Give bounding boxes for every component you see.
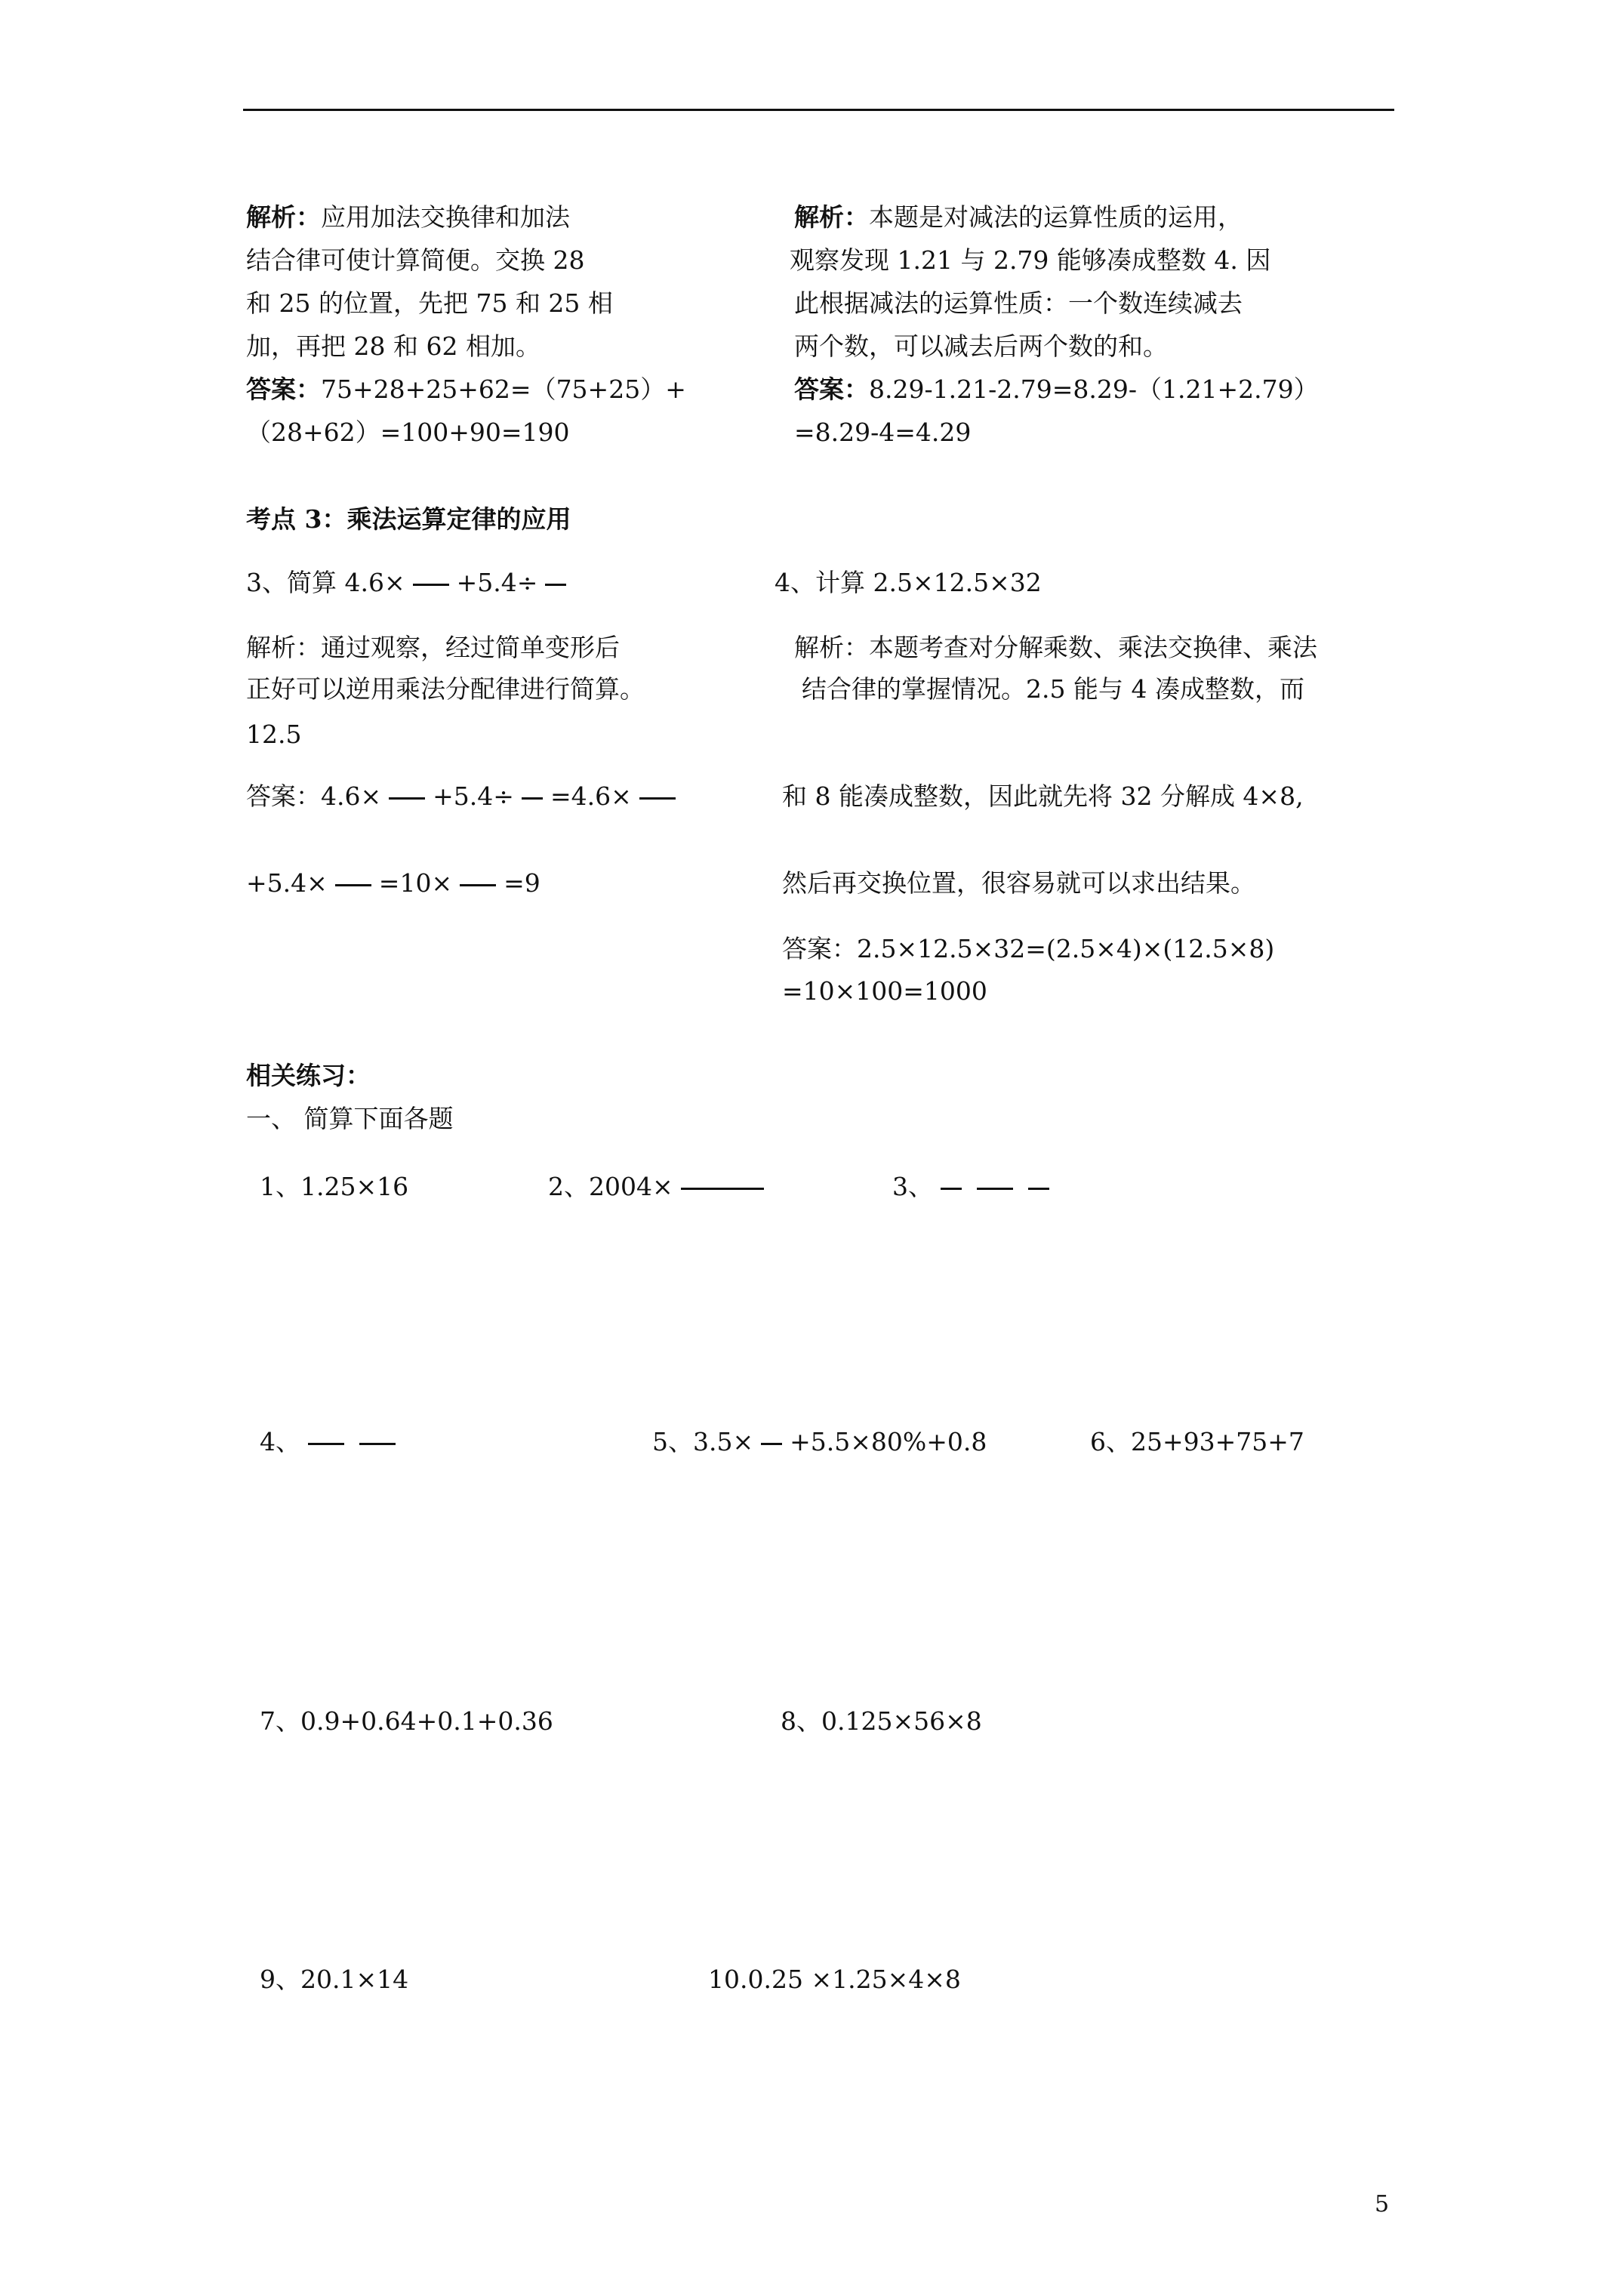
left-jiexi-line-4: 加，再把 28 和 62 相加。 xyxy=(246,331,540,361)
answer-label: 答案： xyxy=(794,374,869,404)
problem-3-text: 3、 xyxy=(892,1172,933,1201)
problem-1: 1、1.25×16 xyxy=(260,1172,409,1201)
q3-answer-part-e: =10× xyxy=(378,868,453,898)
q3-answer-part-d: +5.4× xyxy=(246,868,328,898)
right-jiexi-line-3: 此根据减法的运算性质：一个数连续减去 xyxy=(794,288,1243,318)
q4-jiexi-line-1: 解析：本题考查对分解乘数、乘法交换律、乘法 xyxy=(794,633,1317,662)
q3-jiexi-line-2: 正好可以逆用乘法分配律进行简算。 xyxy=(246,674,645,704)
problem-5 xyxy=(652,1427,987,1457)
q3-answer-line-2 xyxy=(246,868,540,898)
problem-2-text: 2、2004× xyxy=(548,1172,673,1201)
q3-part-b: +5.4÷ xyxy=(456,568,538,597)
practice-section: 一、 简算下面各题 xyxy=(246,1104,454,1133)
right-jiexi-line-4: 两个数，可以减去后两个数的和。 xyxy=(794,331,1168,361)
fraction-bar xyxy=(389,797,425,800)
problem-8: 8、0.125×56×8 xyxy=(781,1706,982,1736)
left-answer-text: 75+28+25+62=（75+25）+ xyxy=(321,374,686,404)
page-number: 5 xyxy=(1375,2191,1390,2217)
fraction-bar xyxy=(522,797,543,800)
q4-more-line-1: 和 8 能凑成整数，因此就先将 32 分解成 4×8, xyxy=(782,781,1304,811)
problem-3 xyxy=(892,1172,1057,1202)
q4-more-line-2: 然后再交换位置，很容易就可以求出结果。 xyxy=(782,868,1255,898)
jiexi-label: 解析： xyxy=(246,202,321,232)
problem-10: 10.0.25 ×1.25×4×8 xyxy=(708,1965,961,1994)
q3-answer-part-a: 答案：4.6× xyxy=(246,781,382,811)
fraction-bar xyxy=(335,884,371,886)
fraction-bar xyxy=(308,1443,344,1445)
fraction-bar xyxy=(545,584,566,586)
problem-7: 7、0.9+0.64+0.1+0.36 xyxy=(260,1706,553,1736)
left-jiexi-text: 应用加法交换律和加法 xyxy=(321,202,570,232)
question-4: 4、计算 2.5×12.5×32 xyxy=(775,568,1042,597)
practice-title: 相关练习： xyxy=(246,1061,371,1090)
q4-jiexi-line-2: 结合律的掌握情况。2.5 能与 4 凑成整数，而 xyxy=(802,674,1304,704)
right-jiexi-text: 本题是对减法的运算性质的运用， xyxy=(869,202,1243,232)
left-answer-line-1 xyxy=(246,374,686,405)
right-jiexi-line-2: 观察发现 1.21 与 2.79 能够凑成整数 4. 因 xyxy=(790,245,1271,275)
problem-6: 6、25+93+75+7 xyxy=(1090,1427,1304,1456)
fraction-bar xyxy=(681,1188,764,1190)
problem-4-text: 4、 xyxy=(260,1427,300,1456)
left-jiexi-line-3: 和 25 的位置，先把 75 和 25 相 xyxy=(246,288,613,318)
right-jiexi-line-1 xyxy=(794,202,1243,233)
left-answer-line-2: （28+62）=100+90=190 xyxy=(246,418,570,447)
problem-9: 9、20.1×14 xyxy=(260,1965,409,1994)
kaodian-heading: 考点 3：乘法运算定律的应用 xyxy=(246,504,571,534)
jiexi-label: 解析： xyxy=(794,202,869,232)
problem-2 xyxy=(548,1172,771,1202)
q3-answer-part-f: =9 xyxy=(504,868,540,898)
left-jiexi-line-1 xyxy=(246,202,570,233)
left-jiexi-line-2: 结合律可使计算简便。交换 28 xyxy=(246,245,585,275)
question-3 xyxy=(246,568,574,598)
fraction-bar xyxy=(1028,1188,1049,1190)
right-answer-line-2: =8.29-4=4.29 xyxy=(794,418,972,447)
fraction-bar xyxy=(977,1188,1013,1190)
q3-part-a: 3、简算 4.6× xyxy=(246,568,405,597)
fraction-bar xyxy=(639,797,676,800)
q3-jiexi-line-1: 解析：通过观察，经过简单变形后 xyxy=(246,633,620,662)
answer-label: 答案： xyxy=(246,374,321,404)
problem-5-part-a: 5、3.5× xyxy=(652,1427,754,1456)
fraction-bar xyxy=(413,584,449,586)
q3-answer-part-c: =4.6× xyxy=(550,781,632,811)
fraction-bar xyxy=(941,1188,962,1190)
fraction-bar xyxy=(359,1443,396,1445)
q4-answer-line-1: 答案：2.5×12.5×32=(2.5×4)×(12.5×8) xyxy=(782,934,1275,963)
fraction-bar xyxy=(460,884,496,886)
problem-4 xyxy=(260,1427,403,1457)
right-answer-text: 8.29-1.21-2.79=8.29-（1.21+2.79） xyxy=(869,374,1319,404)
q4-answer-line-2: =10×100=1000 xyxy=(782,976,987,1006)
problem-5-part-b: +5.5×80%+0.8 xyxy=(790,1427,987,1456)
header-rule xyxy=(243,109,1394,111)
fraction-bar xyxy=(761,1443,782,1445)
q3-jiexi-line-3: 12.5 xyxy=(246,720,302,749)
q3-answer-line-1 xyxy=(246,781,683,812)
right-answer-line-1 xyxy=(794,374,1319,405)
q3-answer-part-b: +5.4÷ xyxy=(433,781,514,811)
